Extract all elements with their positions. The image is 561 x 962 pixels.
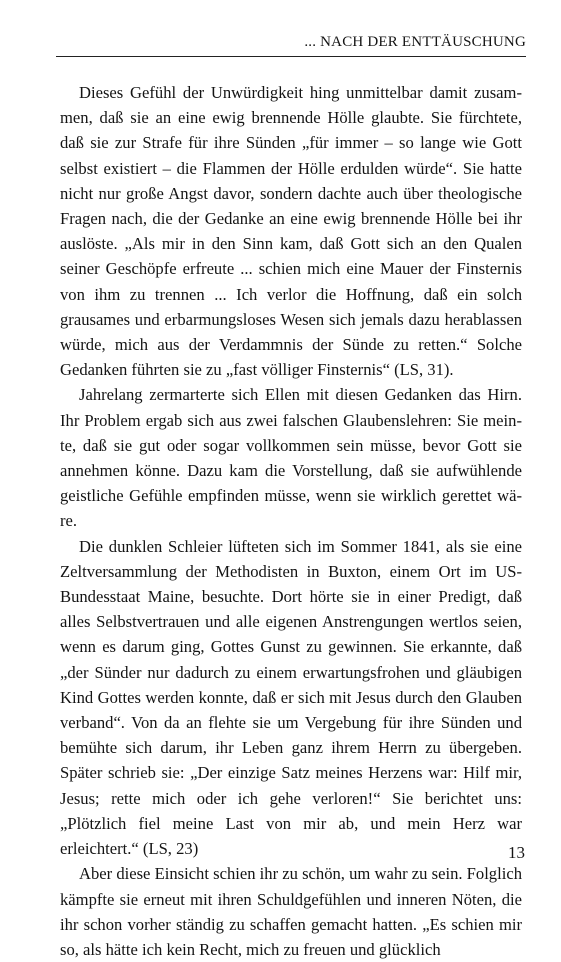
paragraph: Jahrelang zermarterte sich Ellen mit diesen Gedanken das Hirn. Ihr Problem ergab sich aus zwei falschen Glaubenslehren: Sie meinte, daß sie gut oder sogar vollkommen sein müsse, bevor Gott sie annehmen könne. Dazu kam die Vorstellung, daß sie aufwühlende geistliche Gefühle empfinden müsse, wenn sie wirklich gerettet wäre.	[60, 385, 522, 531]
paragraph: Dieses Gefühl der Unwürdigkeit hing unmittelbar damit zusammen, daß sie an eine ewig brennende Hölle glaubte. Sie fürchtete, daß sie zur Strafe für ihre Sünden „für immer – so lange wie Gott selbst existiert – die Flammen der Hölle erdulden würde“. Sie hatte nicht nur große Angst davor, sondern dachte auch über theologische Fragen nach, die der Gedanke an eine ewig brennende Hölle bei ihr auslöste. „Als mir in den Sinn kam, daß Gott sich an den Qualen seiner Geschöpfe erfreute ... schien mich eine Mauer der Finsternis von ihm zu trennen ... Ich verlor die Hoffnung, daß ein solch grausames und erbarmungsloses Wesen sich jemals dazu herablassen würde, mich aus der Verdammnis der Sünde zu retten.“ Solche Gedanken führten sie zu „fast völliger Finsternis“ (LS, 31).	[60, 83, 522, 380]
paragraph: Die dunklen Schleier lüfteten sich im Sommer 1841, als sie eine Zeltversammlung der Methodisten in Buxton, einem Ort im US-Bundesstaat Maine, besuchte. Dort hörte sie in einer Predigt, daß alles Selbstvertrauen und alle eigenen Anstrengungen wertlos seien, wenn es darum ging, Gottes Gunst zu gewinnen. Sie erkannte, daß „der Sünder nur dadurch zu einem erwartungsfrohen und gläubigen Kind Gottes werden konnte, daß er sich mit Jesus durch den Glauben verband“. Von da an flehte sie um Vergebung für ihre Sünden und bemühte sich darum, ihr Leben ganz ihrem Herrn zu übergeben. Später schrieb sie: „Der einzige Satz meines Herzens war: Hilf mir, Jesus; rette mich oder ich gehe verloren!“ Sie berichtet uns: „Plötzlich fiel meine Last von mir ab, und mein Herz war erleichtert.“ (LS, 23)	[60, 536, 522, 859]
running-title: ... NACH DER ENTTÄUSCHUNG	[304, 34, 526, 50]
page-number: 13	[508, 843, 525, 862]
body-text	[60, 80, 522, 962]
running-header	[56, 34, 526, 54]
paragraph: Aber diese Einsicht schien ihr zu schön, um wahr zu sein. Folglich kämpfte sie erneut mit ihren Schuldgefühlen und inneren Nöten, die ihr schon vorher ständig zu schaffen gemacht hatten. „Es schien mir so, als hätte ich kein Recht, mich zu freuen und glücklich	[60, 864, 522, 959]
header-rule	[56, 56, 526, 57]
